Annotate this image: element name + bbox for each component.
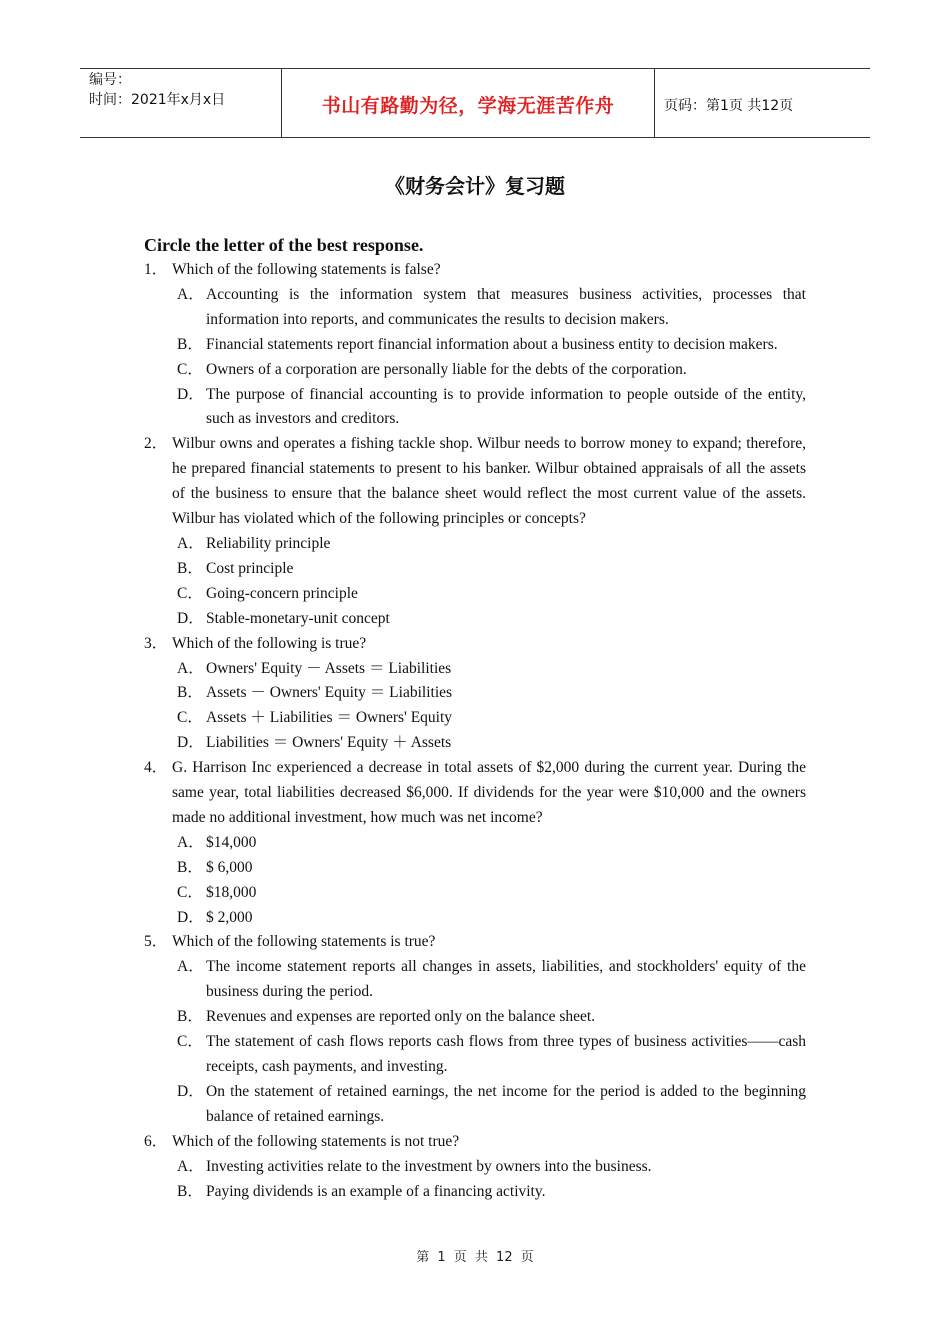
option-text: Paying dividends is an example of a financing activity. [206, 1182, 546, 1200]
question-number: 4． [144, 759, 168, 777]
option-letter: A． [177, 833, 204, 851]
page-footer: 第 1 页 共 12 页 [416, 1250, 534, 1265]
answer-option [177, 831, 806, 856]
option-letter: D． [177, 908, 204, 926]
option-letter: C． [177, 709, 203, 727]
header-left-cell [80, 69, 280, 137]
option-text: $14,000 [206, 833, 257, 851]
answer-option [177, 906, 806, 931]
option-letter: D． [177, 1082, 204, 1100]
answer-option [177, 383, 806, 433]
answer-option [177, 358, 806, 383]
option-text: The purpose of financial accounting is to provide information to people outside of the entity, such as investors and creditors. [206, 385, 806, 428]
header-table [80, 68, 870, 138]
option-letter: A． [177, 1157, 204, 1175]
serial-label: 编号： [89, 72, 131, 88]
option-letter: B． [177, 684, 203, 702]
option-text: Liabilities ＝ Owners' Equity ＋ Assets [206, 734, 452, 752]
answer-option [177, 1180, 806, 1205]
question-text: G. Harrison Inc experienced a decrease in total assets of $2,000 during the current year. During the same year, total liabilities decreased $6,000. If dividends for the year were $10,000 and the owners made no additional investment, how much was net income? [172, 759, 806, 826]
option-letter: A． [177, 534, 204, 552]
header-motto-cell [281, 69, 655, 137]
page-title: 《财务会计》复习题 [385, 174, 565, 198]
answer-option [177, 856, 806, 881]
question-number: 6． [144, 1132, 168, 1150]
option-text: Owners of a corporation are personally liable for the debts of the corporation. [206, 360, 687, 378]
time-label: 时间：2021年x月x日 [89, 92, 226, 108]
question [144, 930, 806, 1129]
option-text: $18,000 [206, 883, 257, 901]
option-letter: B． [177, 335, 203, 353]
question-number: 2． [144, 435, 168, 453]
option-letter: A． [177, 285, 204, 303]
option-letter: C． [177, 1033, 203, 1051]
question-text: Which of the following statements is true? [172, 933, 436, 951]
option-letter: B． [177, 1008, 203, 1026]
option-text: Reliability principle [206, 534, 331, 552]
answer-option [177, 1155, 806, 1180]
answer-option [177, 333, 806, 358]
option-text: Assets － Owners' Equity ＝ Liabilities [206, 684, 453, 702]
question-number: 1． [144, 261, 168, 278]
question-stem [144, 756, 806, 831]
answer-option [177, 881, 806, 906]
option-text: $ 6,000 [206, 858, 253, 876]
instruction: Circle the letter of the best response. [144, 235, 424, 255]
question-stem [144, 258, 806, 283]
option-letter: A． [177, 958, 204, 976]
answer-option [177, 1030, 806, 1080]
question-number: 3． [144, 634, 168, 652]
option-letter: D． [177, 609, 204, 627]
question-text: Wilbur owns and operates a fishing tackle shop. Wilbur needs to borrow money to expand; therefore, he prepared financial statements to present to his banker. Wilbur obtained appraisals of all the assets of the business to ensure that the balance sheet would reflect the most current value of the assets. Wilbur has violated which of the following principles or concepts? [172, 435, 806, 528]
option-text: Revenues and expenses are reported only on the balance sheet. [206, 1008, 596, 1026]
option-letter: B． [177, 559, 203, 577]
question-stem [144, 432, 806, 532]
answer-option [177, 532, 806, 557]
option-letter: B． [177, 858, 203, 876]
option-text: Owners' Equity － Assets ＝ Liabilities [206, 659, 452, 677]
answer-option [177, 657, 806, 682]
answer-option [177, 731, 806, 756]
answer-option [177, 607, 806, 632]
option-letter: A． [177, 659, 204, 677]
option-text: Financial statements report financial information about a business entity to decision makers. [206, 335, 778, 353]
answer-option [177, 955, 806, 1005]
option-letter: D． [177, 385, 204, 403]
option-letter: C． [177, 883, 203, 901]
option-letter: C． [177, 360, 203, 378]
option-text: The statement of cash flows reports cash flows from three types of business activities——cash receipts, cash payments, and investing. [206, 1033, 806, 1075]
answer-option [177, 706, 806, 731]
question-stem [144, 1130, 806, 1155]
motto-text: 书山有路勤为径，学海无涯苦作舟 [321, 95, 615, 117]
question-stem [144, 930, 806, 955]
option-text: Accounting is the information system that measures business activities, processes that information into reports, and communicates the results to decision makers. [206, 285, 806, 328]
answer-option [177, 1005, 806, 1030]
option-text: $ 2,000 [206, 908, 253, 926]
option-text: The income statement reports all changes in assets, liabilities, and stockholders' equity of the business during the period. [206, 958, 806, 1001]
option-text: Going-concern principle [206, 584, 358, 602]
option-text: Cost principle [206, 559, 294, 577]
question [144, 756, 806, 930]
question [144, 432, 806, 631]
header-page-cell [655, 69, 870, 137]
question [144, 1130, 806, 1205]
question-text: Which of the following is true? [172, 634, 367, 652]
option-text: Stable-monetary-unit concept [206, 609, 390, 627]
page-info: 页码：第1页 共12页 [664, 98, 794, 114]
question-text: Which of the following statements is not true? [172, 1132, 460, 1150]
option-text: Investing activities relate to the investment by owners into the business. [206, 1157, 652, 1175]
question [144, 632, 806, 757]
question-stem [144, 632, 806, 657]
answer-option [177, 557, 806, 582]
answer-option [177, 582, 806, 607]
answer-option [177, 681, 806, 706]
option-letter: D． [177, 734, 204, 752]
option-text: Assets ＋ Liabilities ＝ Owners' Equity [206, 709, 453, 727]
option-letter: B． [177, 1182, 203, 1200]
question [144, 258, 806, 432]
question-number: 5． [144, 933, 168, 951]
answer-option [177, 1080, 806, 1130]
question-list [144, 232, 806, 1204]
option-text: On the statement of retained earnings, the net income for the period is added to the beginning balance of retained earnings. [206, 1082, 806, 1125]
option-letter: C． [177, 584, 203, 602]
question-text: Which of the following statements is false? [172, 261, 441, 278]
answer-option [177, 283, 806, 333]
